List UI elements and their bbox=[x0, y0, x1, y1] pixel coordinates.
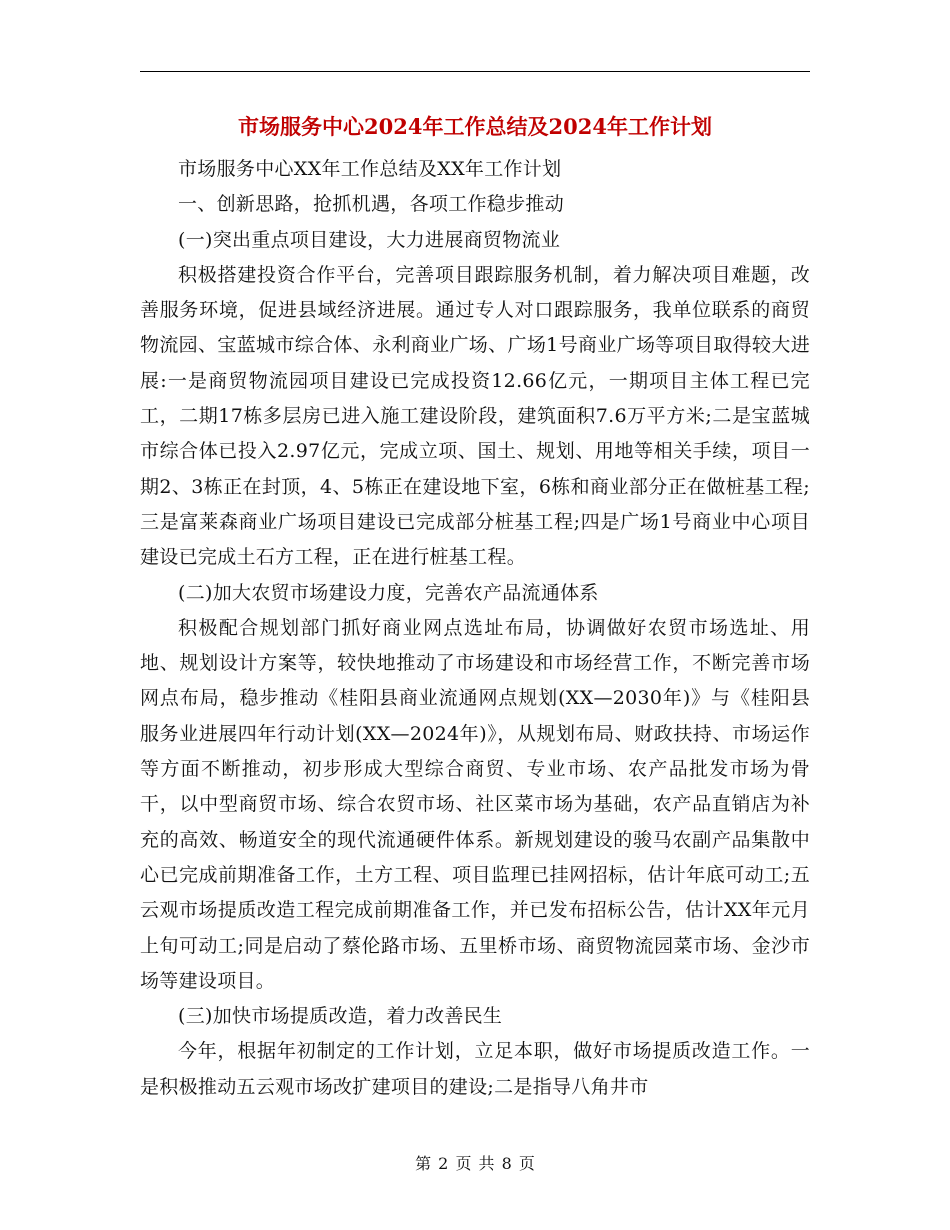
paragraph-body-3: 今年，根据年初制定的工作计划，立足本职，做好市场提质改造工作。一是积极推动五云观市场改扩建项目的建设;二是指导八角井市 bbox=[140, 1040, 810, 1098]
header-rule bbox=[140, 71, 810, 72]
paragraph-body-1: 积极搭建投资合作平台，完善项目跟踪服务机制，着力解决项目难题，改善服务环境，促进县域经济进展。通过专人对口跟踪服务，我单位联系的商贸物流园、宝蓝城市综合体、永利商业广场、广场1号商业广场等项目取得较大进展:一是商贸物流园项目建设已完成投资12.66亿元，一期项目主体工程已完工，二期17栋多层房已进入施工建设阶段，建筑面积7.6万平方米;二是宝蓝城市综合体已投入2.97亿元，完成立项、国土、规划、用地等相关手续，项目一期2、3栋正在封顶，4、5栋正在建设地下室，6栋和商业部分正在做桩基工程;三是富莱森商业广场项目建设已完成部分桩基工程;四是广场1号商业中心项目建设已完成土石方工程，正在进行桩基工程。 bbox=[140, 263, 810, 569]
page-footer: 第 2 页 共 8 页 bbox=[415, 1154, 535, 1173]
document-title: 市场服务中心2024年工作总结及2024年工作计划 bbox=[238, 114, 712, 139]
document-body bbox=[140, 152, 810, 1105]
paragraph-body-2: 积极配合规划部门抓好商业网点选址布局，协调做好农贸市场选址、用地、规划设计方案等，较快地推动了市场建设和市场经营工作，不断完善市场网点布局，稳步推动《桂阳县商业流通网点规划(XX—2030年)》与《桂阳县服务业进展四年行动计划(XX—2024年)》，从规划布局、财政扶持、市场运作等方面不断推动，初步形成大型综合商贸、专业市场、农产品批发市场为骨干，以中型商贸市场、综合农贸市场、社区菜市场为基础，农产品直销店为补充的高效、畅道安全的现代流通硬件体系。新规划建设的骏马农副产品集散中心已完成前期准备工作，土方工程、项目监理已挂网招标，估计年底可动工;五云观市场提质改造工程完成前期准备工作，并已发布招标公告，估计XX年元月上旬可动工;同是启动了蔡伦路市场、五里桥市场、商贸物流园菜市场、金沙市场等建设项目。 bbox=[140, 616, 810, 992]
paragraph-subheading-2: (二)加大农贸市场建设力度，完善农产品流通体系 bbox=[178, 581, 599, 604]
paragraph-subheading-3: (三)加快市场提质改造，着力改善民生 bbox=[178, 1005, 503, 1028]
paragraph-subtitle: 市场服务中心XX年工作总结及XX年工作计划 bbox=[178, 158, 562, 180]
paragraph-subheading-1: (一)突出重点项目建设，大力进展商贸物流业 bbox=[178, 228, 561, 251]
paragraph-section-heading: 一、创新思路，抢抓机遇，各项工作稳步推动 bbox=[178, 193, 565, 216]
